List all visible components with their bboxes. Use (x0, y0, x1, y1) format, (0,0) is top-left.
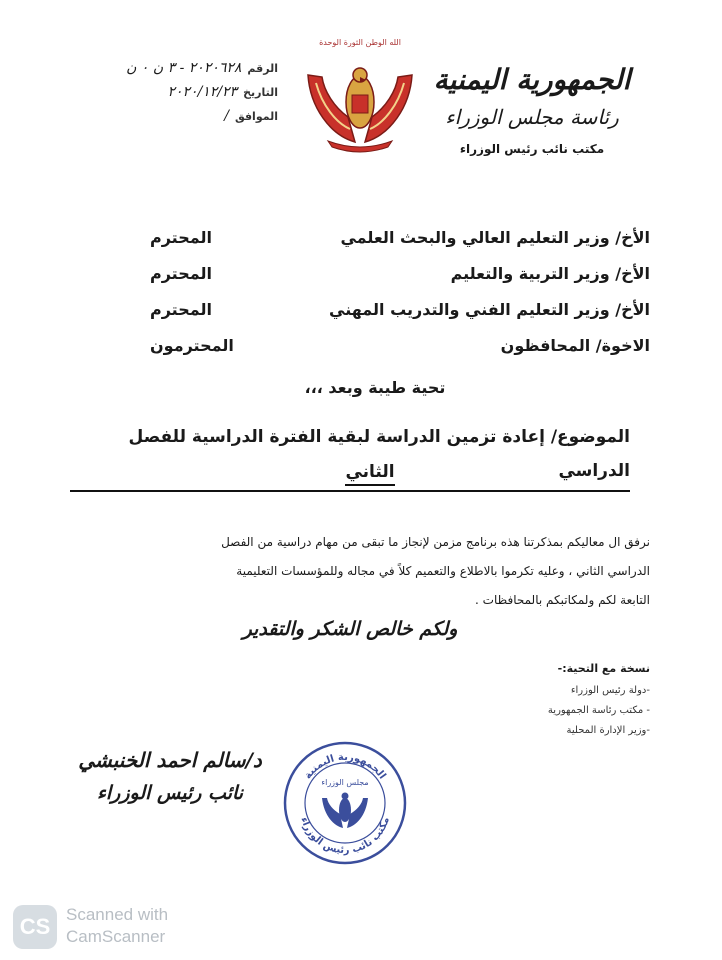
recipient-line (150, 330, 650, 360)
recipient-title: المحترمون (150, 335, 234, 355)
greeting: تحية طيبة وبعد ،،، (304, 378, 446, 397)
republic-name: الجمهورية اليمنية (433, 63, 631, 96)
copy-item: -دولة رئيس الوزراء (570, 685, 650, 696)
camscanner-watermark (66, 904, 168, 948)
copies-title: نسخة مع التحية:- (557, 662, 650, 675)
presidency-name: رئاسة مجلس الوزراء (445, 105, 619, 129)
signatory-title: نائب رئيس الوزراء (96, 782, 244, 804)
closing-thanks: ولكم خالص الشكر والتقدير (242, 618, 458, 640)
watermark-line: Scanned with (66, 905, 169, 924)
recipient-title: المحترم (150, 227, 212, 247)
reference-label: الرقم (247, 62, 278, 75)
camscanner-logo: CS (13, 905, 57, 949)
stamp-top-text: الجمهورية اليمنية (302, 751, 388, 782)
recipient-title: المحترم (150, 263, 212, 283)
subject-line-2 (330, 462, 410, 482)
reference-row (68, 60, 278, 84)
emblem-graphic (300, 47, 420, 155)
stamp-bottom-text: مكتب نائب رئيس الوزراء (298, 815, 392, 857)
recipient-name: الأخ/ وزير التعليم الفني والتدريب المهني (329, 299, 650, 319)
office-name: مكتب نائب رئيس الوزراء (459, 142, 605, 156)
stamp-mid-text: مجلس الوزراء (321, 778, 369, 787)
recipient-name: الاخوة/ المحافظون (500, 335, 650, 355)
recipient-name: الأخ/ وزير التربية والتعليم (450, 263, 650, 283)
official-stamp-icon (280, 738, 410, 868)
corresponding-value: / (224, 108, 229, 124)
recipient-line (150, 222, 650, 252)
reference-number: ٢٠٢٠٦٢٨ - ٣ ن ٠ ن (126, 60, 242, 76)
recipient-name: الأخ/ وزير التعليم العالي والبحث العلمي (340, 227, 650, 247)
body-line: نرفق ال معاليكم بمذكرتنا هذه برنامج مزمن لإنجاز ما تبقى من مهام دراسية من الفصل (221, 535, 650, 549)
body-line: التابعة لكم ولمكاتبكم بالمحافظات . (475, 593, 650, 607)
recipient-title: المحترم (150, 299, 212, 319)
copy-item: - مكتب رئاسة الجمهورية (547, 705, 650, 716)
reference-block (68, 60, 278, 132)
subject-text-continued: الثاني (345, 462, 394, 486)
subject-text: الموضوع/ إعادة تزمين الدراسة لبقية الفترة الدراسية للفصل الدراسي (70, 420, 630, 492)
copy-item: -وزير الإدارة المحلية (566, 725, 650, 736)
emblem-motto: الله الوطن الثورة الوحدة (319, 38, 401, 47)
date-label: التاريخ (243, 86, 278, 99)
letterhead-right (417, 60, 647, 160)
recipient-line (150, 294, 650, 324)
signatory-name: د/سالم احمد الخنبشي (78, 748, 262, 772)
corresponding-row (68, 108, 278, 132)
stamp-graphic (280, 738, 410, 868)
recipient-line (150, 258, 650, 288)
watermark-line: CamScanner (66, 927, 166, 946)
body-line: الدراسي الثاني ، وعليه تكرموا بالاطلاع والتعميم كلاً في مجاله وللمؤسسات التعليمية (236, 564, 650, 578)
date-value: ٢٠٢٠/١٢/٢٣ (167, 84, 238, 100)
corresponding-label: الموافق (234, 110, 278, 123)
copies-list (480, 662, 650, 741)
body-paragraph (70, 528, 650, 615)
yemen-eagle-emblem-icon (300, 38, 420, 158)
date-row (68, 84, 278, 108)
